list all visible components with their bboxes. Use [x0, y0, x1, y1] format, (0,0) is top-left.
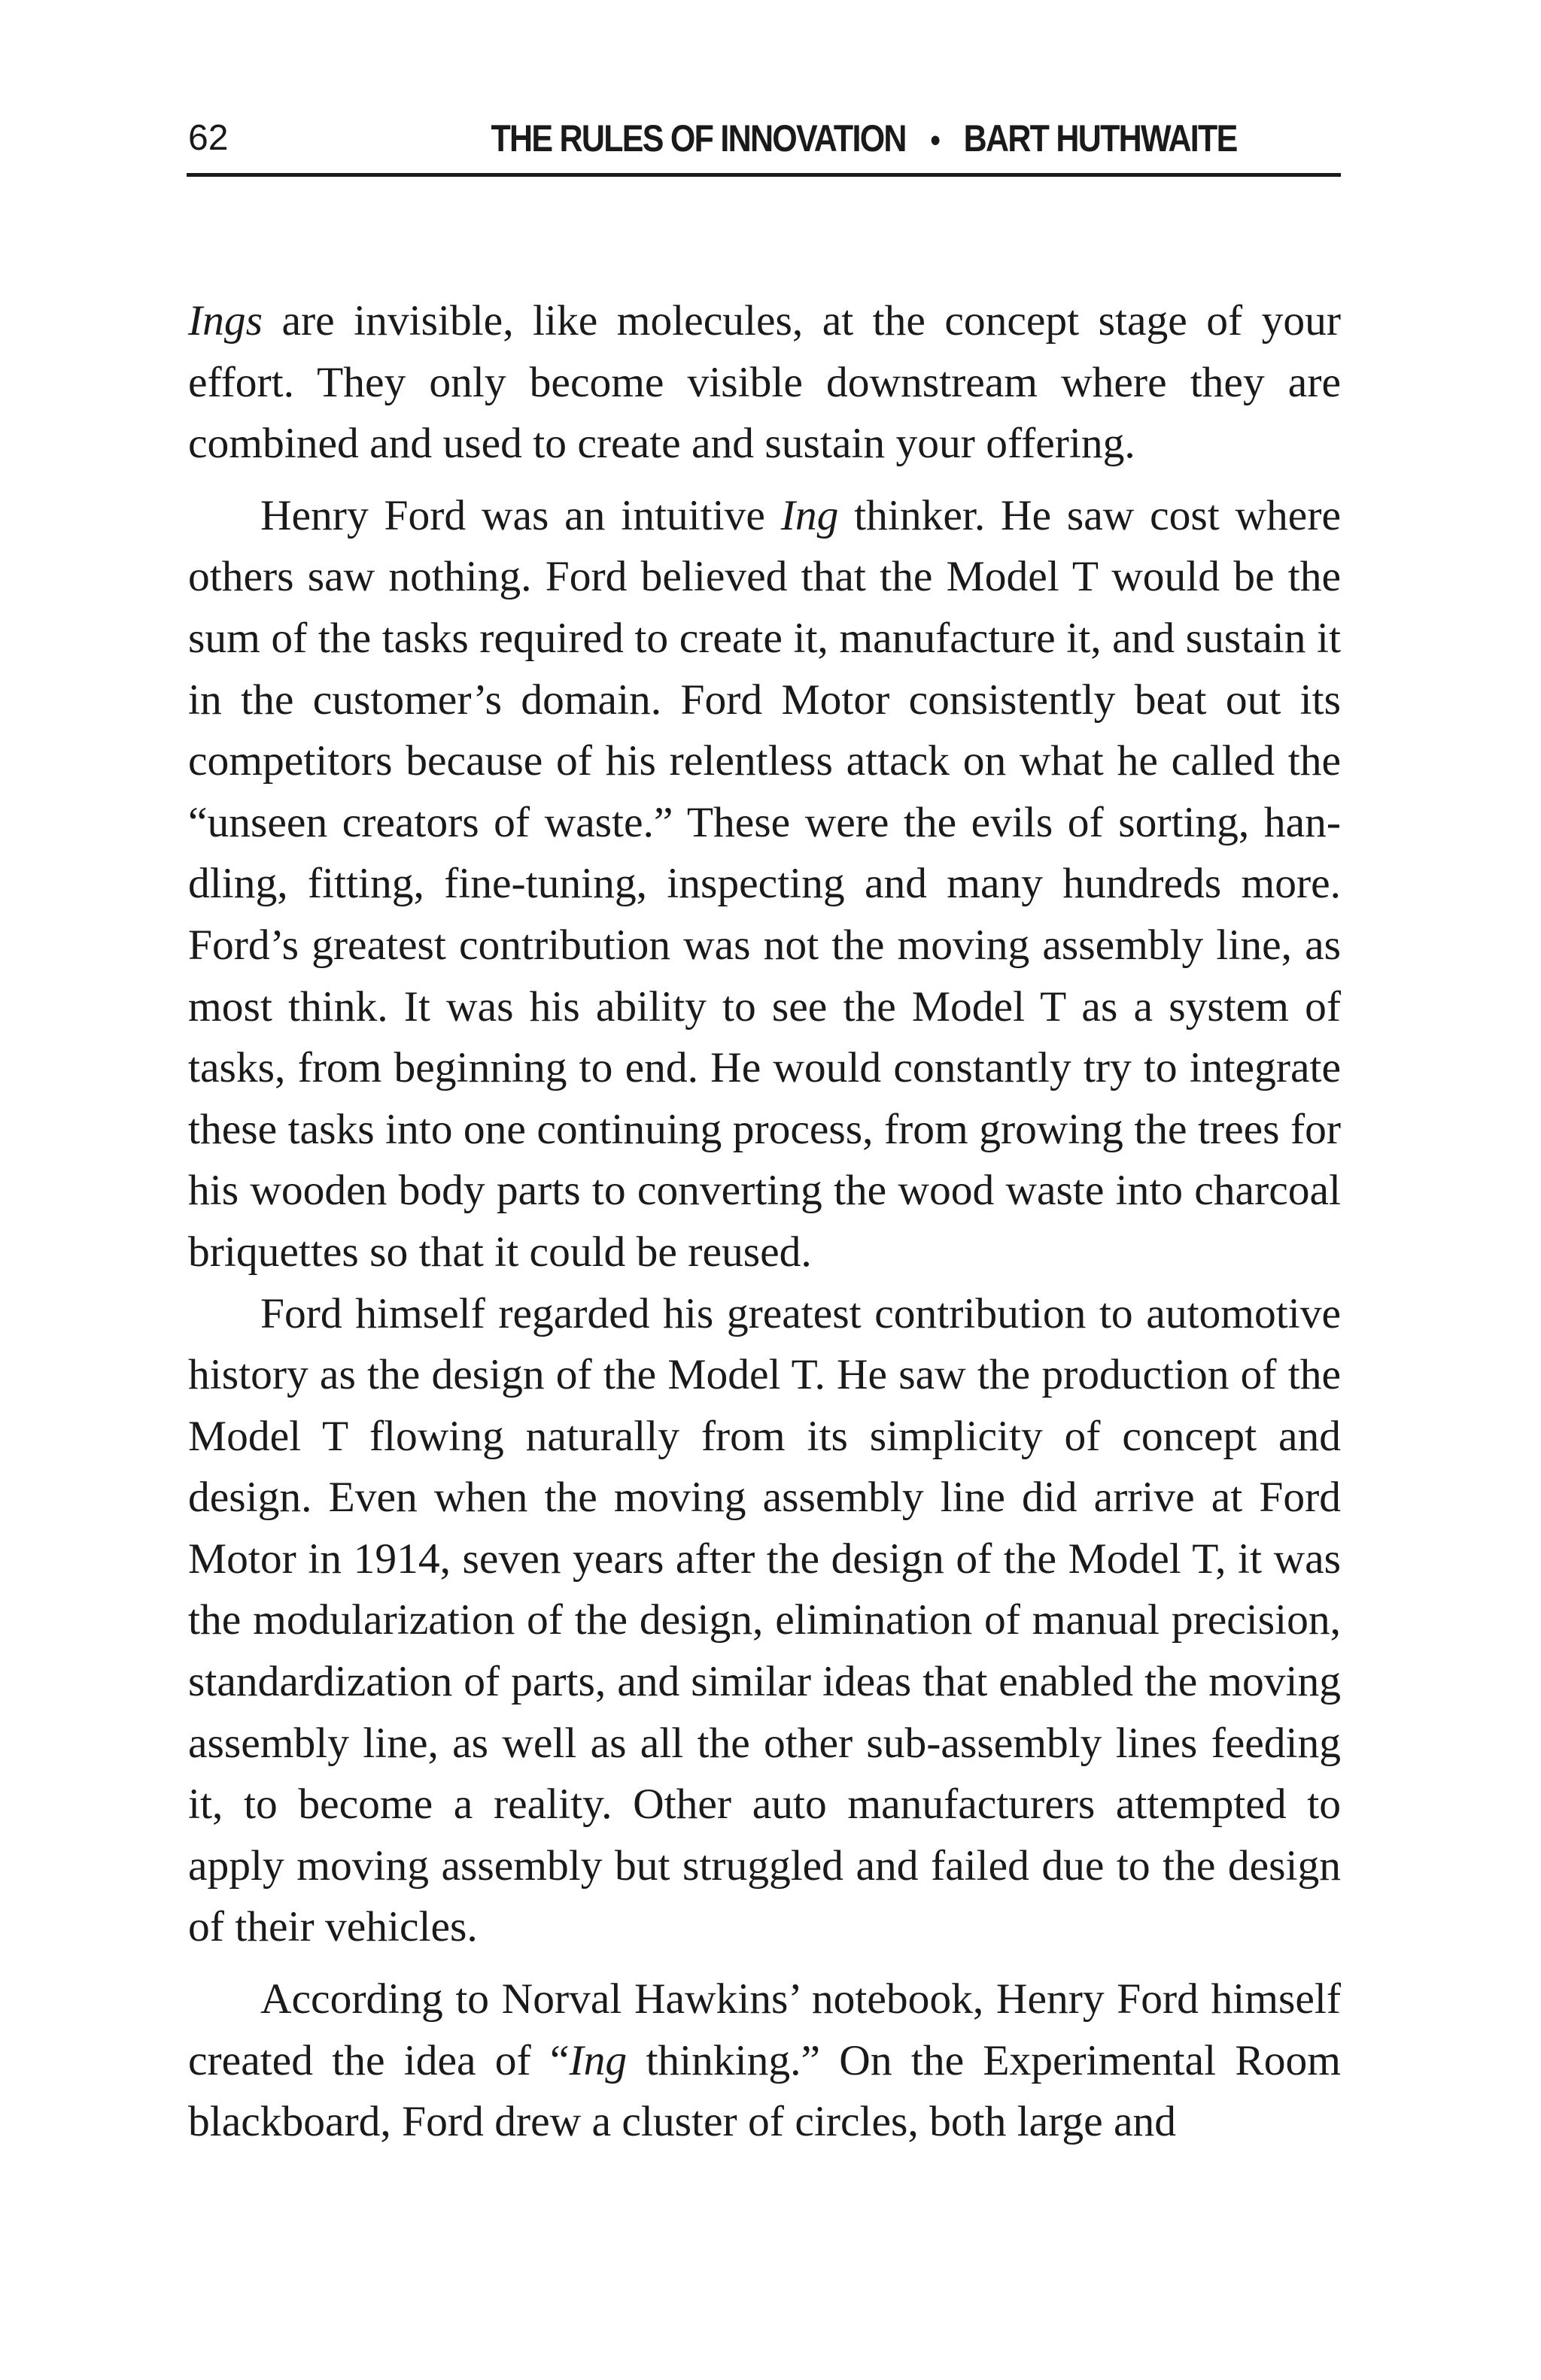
italic-term: Ings: [188, 297, 263, 345]
body-text: [188, 290, 1341, 2153]
author-name: BART HUTHWAITE: [963, 117, 1237, 159]
paragraph-4: According to Norval Hawkins’ notebook, Henry Ford himself created the idea of “Ing thinking.” On the Experimental Room blackboard, Ford drew a cluster of circles, both large and: [188, 1975, 1341, 2146]
running-header: [187, 113, 1341, 177]
paragraph-1: Ings are invisible, like molecules, at the concept stage of your effort. They only become visible downstream where they are combined and used to create and sustain your offering.: [188, 297, 1341, 468]
italic-term: Ing: [569, 2036, 628, 2084]
paragraph-2: Henry Ford was an intuitive Ing thinker. He saw cost where others saw nothing. Ford believed that the Model T would be the sum of the tasks required to create it, manufacture it, and sustain it in the customer’s domain. Ford Motor consistently beat out its competitors because of his relentless attack on what he called the “unseen creators of waste.” These were the evils of sorting, handling, fitting, fine-tuning, inspecting and many hundreds more. Ford’s greatest contribution was not the moving assembly line, as most think. It was his ability to see the Model T as a system of tasks, from beginning to end. He would constantly try to integrate these tasks into one continuing process, from growing the trees for his wooden body parts to converting the wood waste into charcoal briquettes so that it could be reused.: [188, 491, 1341, 1276]
italic-term: Ing: [780, 491, 839, 539]
paragraph-3: Ford himself regarded his greatest contribution to automotive history as the design of the Model T. He saw the production of the Model T flowing naturally from its simplicity of concept and design. Even when the moving assembly line did arrive at Ford Motor in 1914, seven years after the design of the Model T, it was the modularization of the design, elimination of manual precision, standardization of parts, and similar ideas that enabled the moving assembly line, as well as all the other sub-assembly lines feeding it, to become a reality. Other auto manufacturers attempted to apply moving assembly but struggled and failed due to the design of their vehicles.: [188, 1289, 1341, 1951]
running-title: [454, 116, 1274, 163]
book-title: THE RULES OF INNOVATION: [491, 117, 906, 159]
page-number: 62: [188, 118, 229, 158]
header-separator: •: [930, 122, 939, 159]
